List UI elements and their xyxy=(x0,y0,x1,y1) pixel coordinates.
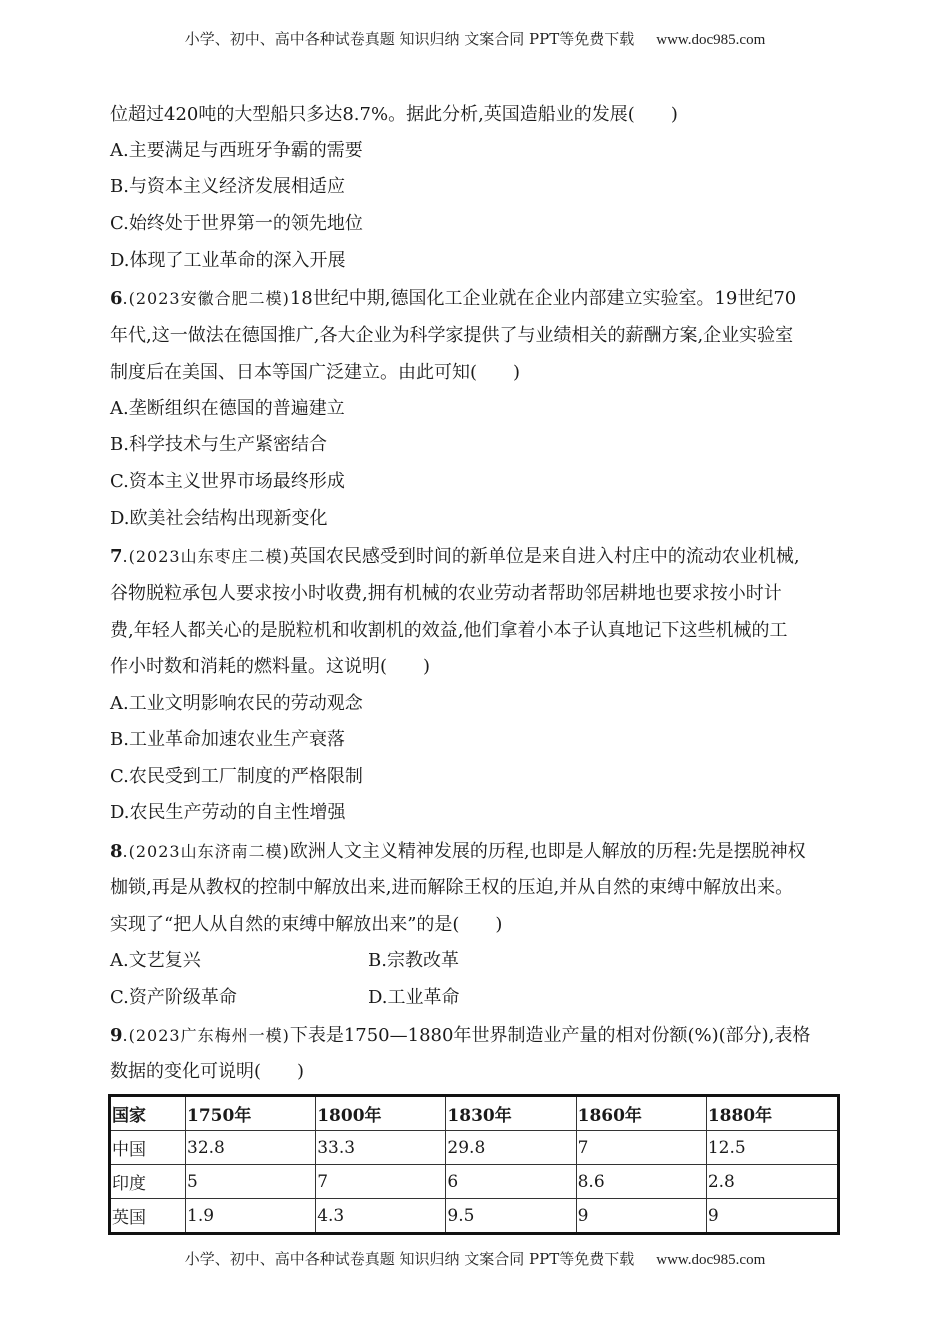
page-header xyxy=(0,28,950,49)
q6-source: .(2023安徽合肥二模) xyxy=(122,289,290,308)
q7-option-a: A.工业文明影响农民的劳动观念 xyxy=(110,693,363,714)
table-cell: 33.3 xyxy=(316,1131,446,1165)
q6-option-a: A.垄断组织在德国的普遍建立 xyxy=(110,398,345,419)
header-cell: 1750年 xyxy=(186,1096,316,1131)
table-cell: 1.9 xyxy=(186,1199,316,1234)
header-cell: 1830年 xyxy=(446,1096,576,1131)
q8-source: .(2023山东济南二模) xyxy=(122,842,290,861)
q7-text: 英国农民感受到时间的新单位是来自进入村庄中的流动农业机械, xyxy=(289,546,800,567)
footer-site: www.doc985.com xyxy=(656,1252,766,1268)
table-cell: 12.5 xyxy=(706,1131,838,1165)
header-text: 小学、初中、高中各种试卷真题 知识归纳 文案合同 PPT等免费下载 xyxy=(184,30,635,48)
q9-number: 9 xyxy=(110,1025,123,1046)
q5-option-d: D.体现了工业革命的深入开展 xyxy=(110,250,346,271)
table-row xyxy=(110,1199,839,1234)
q8-stem-line-2: 枷锁,再是从教权的控制中解放出来,进而解除王权的压迫,并从自然的束缚中解放出来。 xyxy=(110,877,794,898)
header-cell: 1860年 xyxy=(576,1096,706,1131)
q8-option-b: B.宗教改革 xyxy=(368,950,459,971)
q7-number: 7 xyxy=(110,546,123,567)
page-footer xyxy=(0,1248,950,1269)
q6-number: 6 xyxy=(110,288,123,309)
table-cell: 29.8 xyxy=(446,1131,576,1165)
q8-option-c: C.资产阶级革命 xyxy=(110,987,237,1008)
q8-stem-line-3: 实现了“把人从自然的束缚中解放出来”的是( ) xyxy=(110,914,503,935)
table-cell: 9.5 xyxy=(446,1199,576,1234)
q6-option-c: C.资本主义世界市场最终形成 xyxy=(110,471,345,492)
q8-text: 欧洲人文主义精神发展的历程,也即是人解放的历程:先是摆脱神权 xyxy=(289,841,806,862)
q8-options-row-2 xyxy=(110,986,460,1010)
table-cell: 7 xyxy=(316,1165,446,1199)
q7-option-b: B.工业革命加速农业生产衰落 xyxy=(110,729,345,750)
q7-option-c: C.农民受到工厂制度的严格限制 xyxy=(110,766,363,787)
q5-stem-continued: 位超过420吨的大型船只多达8.7%。据此分析,英国造船业的发展( ) xyxy=(110,104,678,125)
q6-stem-line-3: 制度后在美国、日本等国广泛建立。由此可知( ) xyxy=(110,362,521,383)
table-cell: 2.8 xyxy=(706,1165,838,1199)
q6-stem-line-1 xyxy=(110,287,796,311)
q8-stem-line-1 xyxy=(110,840,806,864)
header-cell: 1800年 xyxy=(316,1096,446,1131)
q6-text: 18世纪中期,德国化工企业就在企业内部建立实验室。19世纪70 xyxy=(289,288,797,309)
footer-text: 小学、初中、高中各种试卷真题 知识归纳 文案合同 PPT等免费下载 xyxy=(184,1250,635,1268)
q7-option-d: D.农民生产劳动的自主性增强 xyxy=(110,802,346,823)
q7-stem-line-4: 作小时数和消耗的燃料量。这说明( ) xyxy=(110,656,431,677)
table-row xyxy=(110,1131,839,1165)
q9-stem-line-1 xyxy=(110,1024,810,1048)
q8-option-d: D.工业革命 xyxy=(368,987,460,1008)
table-cell: 6 xyxy=(446,1165,576,1199)
q6-option-d: D.欧美社会结构出现新变化 xyxy=(110,508,328,529)
q8-number: 8 xyxy=(110,841,123,862)
q6-stem-line-2: 年代,这一做法在德国推广,各大企业为科学家提供了与业绩相关的薪酬方案,企业实验室 xyxy=(110,325,794,346)
table-cell: 7 xyxy=(576,1131,706,1165)
q9-text: 下表是1750—1880年世界制造业产量的相对份额(%)(部分),表格 xyxy=(289,1025,811,1046)
q7-stem-line-3: 费,年轻人都关心的是脱粒机和收割机的效益,他们拿着小本子认真地记下这些机械的工 xyxy=(110,620,788,641)
q5-option-a: A.主要满足与西班牙争霸的需要 xyxy=(110,140,363,161)
q7-stem-line-2: 谷物脱粒承包人要求按小时收费,拥有机械的农业劳动者帮助邻居耕地也要求按小时计 xyxy=(110,583,782,604)
table-cell: 5 xyxy=(186,1165,316,1199)
q7-stem-line-1 xyxy=(110,545,800,569)
q9-data-table xyxy=(108,1094,840,1235)
table-cell: 4.3 xyxy=(316,1199,446,1234)
table-row xyxy=(110,1165,839,1199)
q9-stem-line-2: 数据的变化可说明( ) xyxy=(110,1061,305,1082)
table-cell: 9 xyxy=(706,1199,838,1234)
table-header-row xyxy=(110,1096,839,1131)
table-cell: 9 xyxy=(576,1199,706,1234)
table-cell: 32.8 xyxy=(186,1131,316,1165)
table-cell: 印度 xyxy=(110,1165,186,1199)
header-cell: 1880年 xyxy=(706,1096,838,1131)
table-cell: 中国 xyxy=(110,1131,186,1165)
q6-option-b: B.科学技术与生产紧密结合 xyxy=(110,434,327,455)
header-cell: 国家 xyxy=(110,1096,186,1131)
q7-source: .(2023山东枣庄二模) xyxy=(122,547,290,566)
q5-option-c: C.始终处于世界第一的领先地位 xyxy=(110,213,363,234)
table-cell: 英国 xyxy=(110,1199,186,1234)
q5-option-b: B.与资本主义经济发展相适应 xyxy=(110,176,345,197)
q8-options-row-1 xyxy=(110,949,459,973)
q8-option-a: A.文艺复兴 xyxy=(110,950,201,971)
table-cell: 8.6 xyxy=(576,1165,706,1199)
header-site: www.doc985.com xyxy=(656,32,766,48)
q9-source: .(2023广东梅州一模) xyxy=(122,1026,290,1045)
